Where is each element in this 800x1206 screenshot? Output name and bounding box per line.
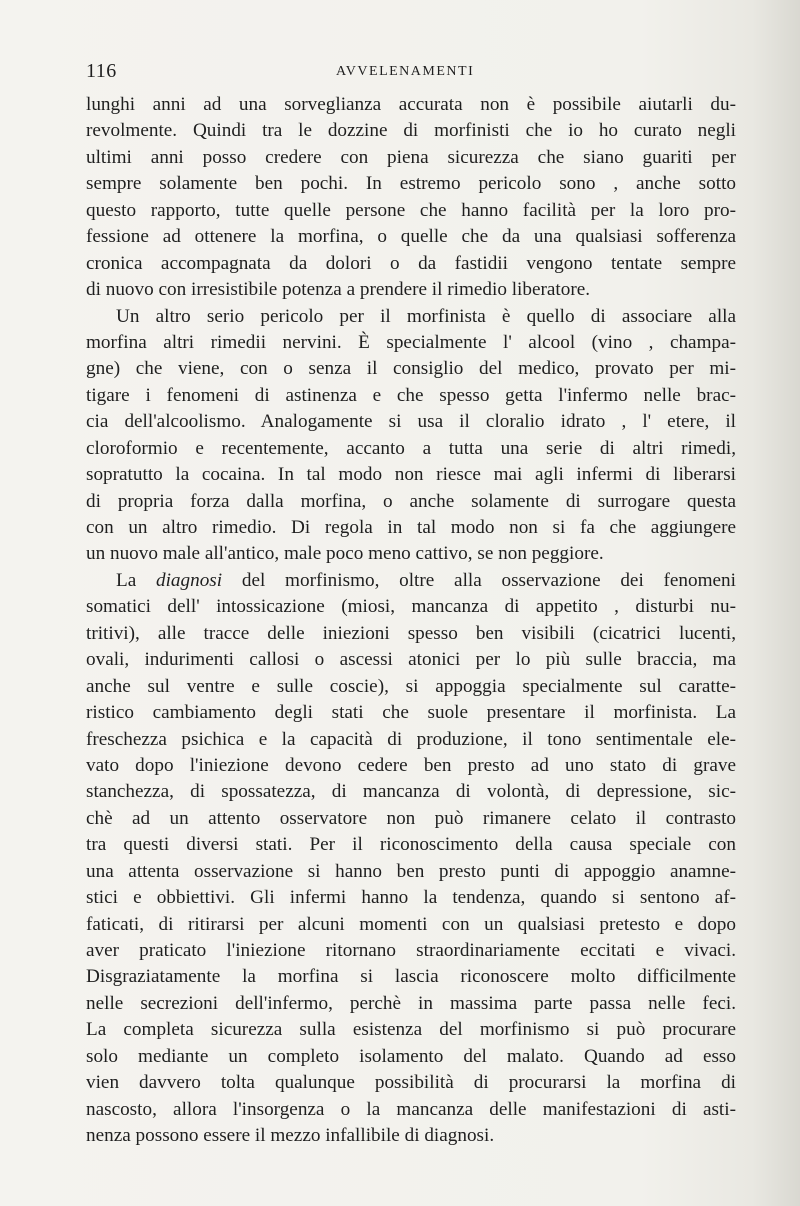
text-line: tritivi), alle tracce delle iniezioni spesso ben visibili (cicatrici lucenti, — [86, 622, 736, 644]
text-line: lunghi anni ad una sorveglianza accurata non è possibile aiutarli du- — [86, 94, 736, 115]
text-line: questo rapporto, tutte quelle persone che hanno facilità per la loro pro- — [86, 199, 736, 221]
text-line: cia dell'alcoolismo. Analogamente si usa il cloralio idrato , l' etere, il — [86, 411, 736, 433]
text-line: Un altro serio pericolo per il morfinista è quello di associare alla — [116, 305, 736, 327]
text-line: chè ad un attento osservatore non può rimanere celato il contrasto — [86, 807, 736, 829]
text-line: Disgraziatamente la morfina si lascia riconoscere molto difficilmente — [86, 966, 736, 988]
text-line: un nuovo male all'antico, male poco meno cattivo, se non peggiore. — [86, 543, 604, 565]
text-line: morfina altri rimedii nervini. È specialmente l' alcool (vino , champa- — [86, 331, 736, 353]
text-line: stici e obbiettivi. Gli infermi hanno la tendenza, quando si sentono af- — [86, 887, 736, 909]
text-line: vato dopo l'iniezione devono cedere ben presto ad uno stato di grave — [86, 754, 736, 776]
text-line: anche sul ventre e sulle coscie), si appoggia specialmente sul caratte- — [86, 675, 736, 697]
italic-term: diagnosi — [156, 569, 223, 591]
text-line: nascosto, allora l'insorgenza o la mancanza delle manifestazioni di asti- — [86, 1098, 736, 1120]
paragraph-prefix: La — [116, 569, 137, 591]
text-line: stanchezza, di spossatezza, di mancanza di volontà, di depressione, sic- — [86, 781, 736, 803]
text-line: fessione ad ottenere la morfina, o quelle che da una qualsiasi sofferenza — [86, 226, 736, 248]
text-line: tigare i fenomeni di astinenza e che spesso getta l'infermo nelle brac- — [86, 384, 736, 406]
text-line: La completa sicurezza sulla esistenza del morfinismo si può procurare — [86, 1019, 736, 1041]
page-header — [86, 60, 736, 90]
running-title: AVVELENAMENTI — [336, 64, 475, 79]
text-line: di propria forza dalla morfina, o anche solamente di surrogare questa — [86, 490, 736, 512]
text-line: con un altro rimedio. Di regola in tal modo non si fa che aggiungere — [86, 517, 736, 538]
text-line: ovali, indurimenti callosi o ascessi atonici per lo più sulle braccia, ma — [86, 649, 736, 671]
text-line: nelle secrezioni dell'infermo, perchè in massima parte passa nelle feci. — [86, 992, 736, 1014]
text-line: ultimi anni posso credere con piena sicurezza che siano guariti per — [86, 146, 736, 168]
text-line: faticati, di ritirarsi per alcuni momenti con un qualsiasi pretesto e dopo — [86, 913, 736, 935]
text-line: gne) che viene, con o senza il consiglio del medico, provato per mi- — [86, 358, 736, 380]
body-text — [86, 92, 736, 1150]
text-line: cronica accompagnata da dolori o da fastidii vengono tentate sempre — [86, 252, 736, 274]
text-line: una attenta osservazione si hanno ben presto punti di appoggio anamne- — [86, 860, 736, 882]
text-line: cloroformio e recentemente, accanto a tutta una serie di altri rimedi, — [86, 437, 736, 459]
text-line: vien davvero tolta qualunque possibilità di procurarsi la morfina di — [86, 1072, 736, 1094]
paragraph-continuation: del morfinismo, oltre alla osservazione dei fenomeni — [241, 569, 736, 591]
text-line: sopratutto la cocaina. In tal modo non riesce mai agli infermi di liberarsi — [86, 464, 736, 486]
page-number: 116 — [86, 60, 117, 82]
paragraph-opening-line — [86, 568, 736, 594]
text-line: ristico cambiamento degli stati che suole presentare il morfinista. La — [86, 702, 736, 724]
text-line: sempre solamente ben pochi. In estremo pericolo sono , anche sotto — [86, 173, 736, 195]
text-line: somatici dell' intossicazione (miosi, mancanza di appetito , disturbi nu- — [86, 596, 736, 618]
text-line: revolmente. Quindi tra le dozzine di morfinisti che io ho curato negli — [86, 120, 736, 142]
text-line: tra questi diversi stati. Per il riconoscimento della causa speciale con — [86, 834, 736, 856]
text-line: nenza possono essere il mezzo infallibile di diagnosi. — [86, 1125, 495, 1147]
text-line: di nuovo con irresistibile potenza a prendere il rimedio liberatore. — [86, 279, 591, 301]
text-line: aver praticato l'iniezione ritornano straordinariamente eccitati e vivaci. — [86, 940, 736, 961]
text-line: solo mediante un completo isolamento del malato. Quando ad esso — [86, 1045, 736, 1067]
text-line: freschezza psichica e la capacità di produzione, il tono sentimentale ele- — [86, 728, 736, 750]
